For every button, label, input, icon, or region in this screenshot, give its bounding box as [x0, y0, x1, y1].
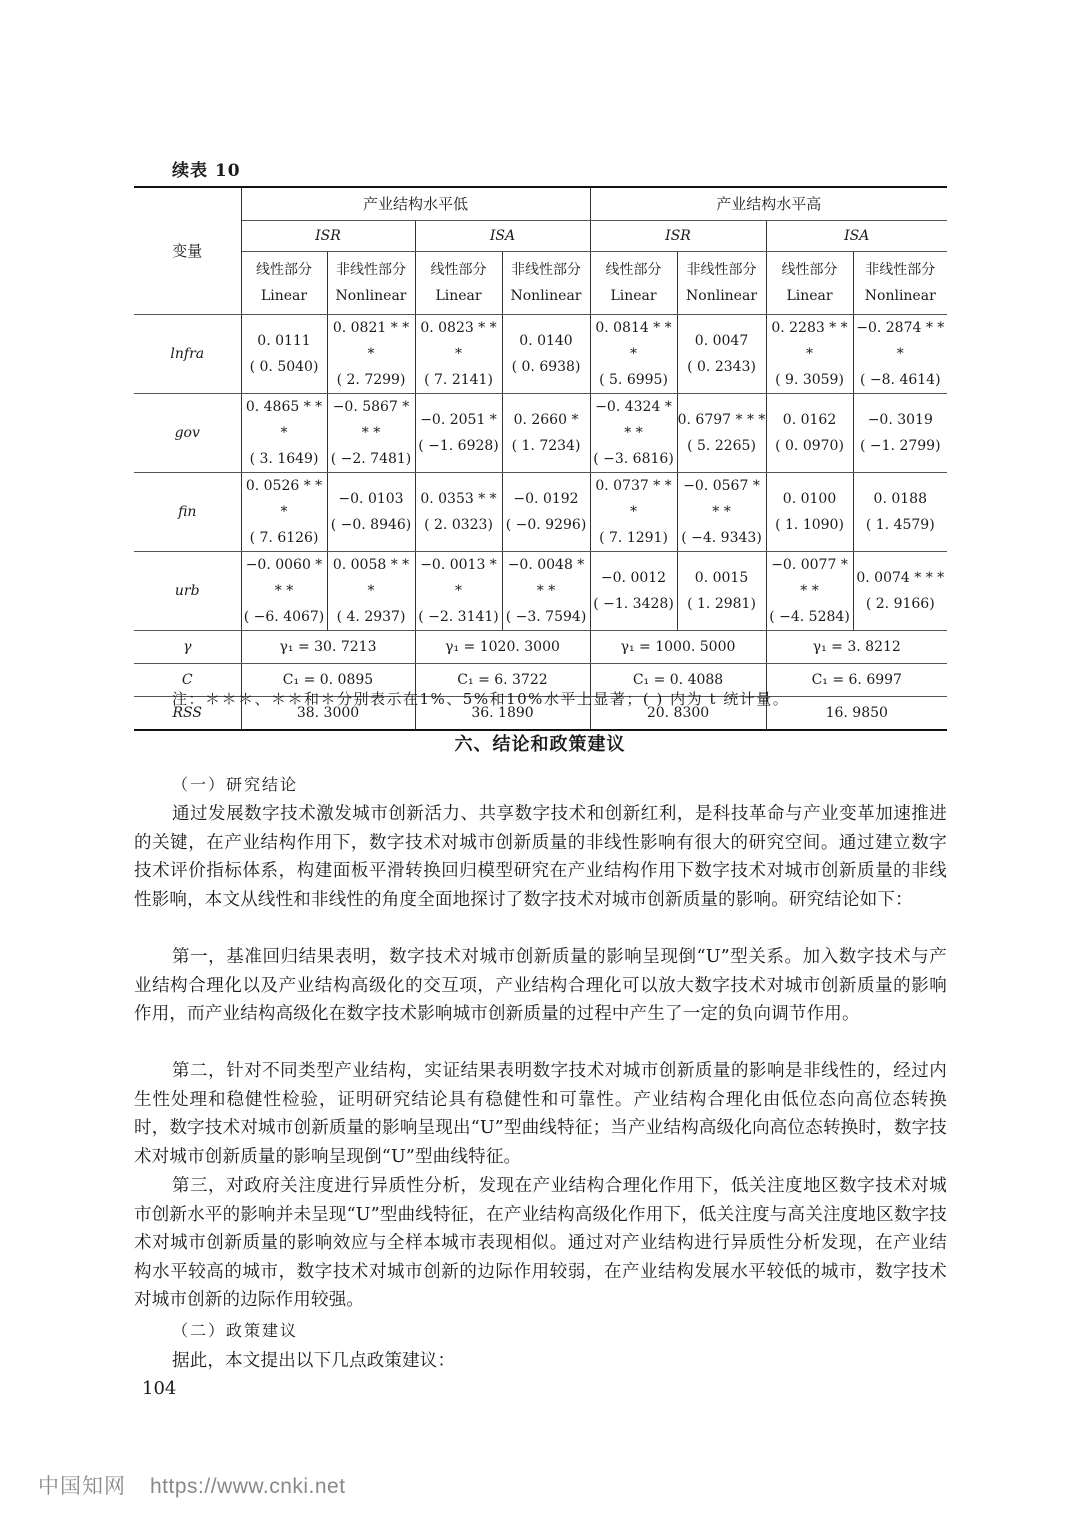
- t-statistic: ( 1. 7234): [511, 438, 581, 454]
- coefficient: 0. 0526 * * *: [245, 478, 323, 520]
- coefficient: −0. 0567 * * *: [683, 478, 760, 520]
- row-label: γ: [134, 631, 241, 664]
- table-cell: 16. 9850: [766, 697, 947, 731]
- table-cell: [766, 552, 853, 631]
- part-header-cn: 线性部分: [430, 262, 487, 278]
- table-cell: γ₁ = 1020. 3000: [415, 631, 590, 664]
- t-statistic: ( 1. 4579): [865, 517, 935, 533]
- table-cell: [590, 394, 677, 473]
- coefficient: 0. 0737 * * *: [595, 478, 672, 520]
- t-statistic: ( 7. 6126): [249, 530, 319, 546]
- table-cell: [241, 394, 327, 473]
- part-header-cn: 线性部分: [781, 262, 838, 278]
- coefficient: −0. 2874 * * *: [856, 320, 945, 362]
- table-cell: [241, 552, 327, 631]
- t-statistic: ( −2. 7481): [330, 451, 412, 467]
- table-row: [134, 552, 947, 631]
- t-statistic: ( 4. 2937): [336, 609, 406, 625]
- table-cell: [502, 552, 590, 631]
- coefficient: 0. 0814 * * *: [595, 320, 672, 362]
- t-statistic: ( −2. 3141): [418, 609, 499, 625]
- part-header-cn: 非线性部分: [686, 262, 757, 278]
- coefficient: −0. 0060 * * *: [245, 557, 323, 599]
- paragraph: 据此，本文提出以下几点政策建议：: [172, 1351, 456, 1371]
- variable-name: gov: [134, 394, 241, 473]
- coefficient: −0. 2051 *: [420, 412, 497, 428]
- part-header-en: Nonlinear: [686, 288, 758, 304]
- t-statistic: ( 0. 6938): [511, 359, 581, 375]
- watermark: [38, 1470, 346, 1500]
- t-statistic: ( 5. 6995): [599, 372, 668, 388]
- coefficient: −0. 0077 * * *: [771, 557, 848, 599]
- coefficient: 0. 2660 *: [513, 412, 579, 428]
- t-statistic: ( −0. 8946): [330, 517, 412, 533]
- t-statistic: ( −1. 3428): [593, 596, 674, 612]
- coefficient: 0. 0140: [519, 333, 573, 349]
- table-cell: [853, 473, 947, 552]
- table-cell: 20. 8300: [590, 697, 766, 731]
- table-cell: [677, 552, 766, 631]
- part-header: [415, 252, 502, 315]
- t-statistic: ( −6. 4067): [243, 609, 325, 625]
- coefficient: 0. 0047: [694, 333, 749, 349]
- t-statistic: ( −8. 4614): [860, 372, 941, 388]
- table-row: [134, 315, 947, 394]
- table-note: 注：＊＊＊、＊＊和＊分别表示在1%、5%和10%水平上显著；( ) 内为 t 统计量。: [172, 690, 790, 708]
- table-cell: [502, 473, 590, 552]
- coefficient: 0. 0015: [694, 570, 749, 586]
- part-header: [677, 252, 766, 315]
- table-cell: [415, 315, 502, 394]
- t-statistic: ( −0. 9296): [505, 517, 587, 533]
- group-header-low: 产业结构水平低: [241, 187, 590, 221]
- t-statistic: ( 5. 2265): [687, 438, 756, 454]
- table-cell: 36. 1890: [415, 697, 590, 731]
- variable-header: 变量: [134, 187, 241, 315]
- t-statistic: ( −4. 5284): [769, 609, 850, 625]
- coefficient: −0. 0012: [600, 570, 667, 586]
- subgroup-header: ISR: [590, 221, 766, 252]
- t-statistic: ( −3. 7594): [505, 609, 587, 625]
- table-cell: γ₁ = 30. 7213: [241, 631, 415, 664]
- section-title: 六、结论和政策建议: [454, 734, 626, 755]
- coefficient: −0. 0192: [513, 491, 579, 507]
- table-cell: [415, 473, 502, 552]
- coefficient: 0. 0111: [257, 333, 311, 349]
- table-cell: [853, 315, 947, 394]
- table-row: [134, 394, 947, 473]
- part-header: [502, 252, 590, 315]
- part-header-en: Linear: [435, 288, 482, 304]
- coefficient: −0. 4324 * * *: [595, 399, 672, 441]
- part-header: [853, 252, 947, 315]
- paragraph: 通过发展数字技术激发城市创新活力、共享数字技术和创新红利，是科技革命与产业变革加速推进的关键，在产业结构作用下，数字技术对城市创新质量的非线性影响有很大的研究空间。通过建立数字技术评价指标体系，构建面板平滑转换回归模型研究在产业结构作用下数字技术对城市创新质量的非线性影响，本文从线性和非线性的角度全面地探讨了数字技术对城市创新质量的影响。研究结论如下：: [134, 804, 947, 910]
- t-statistic: ( 1. 1090): [775, 517, 844, 533]
- table-cell: C₁ = 6. 6997: [766, 664, 947, 697]
- coefficient: 0. 0162: [782, 412, 837, 428]
- group-header-high: 产业结构水平高: [590, 187, 947, 221]
- table-cell: 38. 3000: [241, 697, 415, 731]
- table-cell: [415, 394, 502, 473]
- row-label: C: [134, 664, 241, 697]
- part-header-en: Nonlinear: [864, 288, 936, 304]
- variable-name: urb: [134, 552, 241, 631]
- t-statistic: ( 0. 2343): [687, 359, 756, 375]
- table-cell: C₁ = 0. 0895: [241, 664, 415, 697]
- t-statistic: ( 9. 3059): [775, 372, 844, 388]
- variable-name: fin: [134, 473, 241, 552]
- part-header-cn: 线性部分: [605, 262, 662, 278]
- table-cell: [677, 394, 766, 473]
- subsection-heading: （二）政策建议: [172, 1321, 299, 1340]
- table-cell: [853, 552, 947, 631]
- watermark-brand: 中国知网: [38, 1475, 126, 1498]
- table-cell: C₁ = 6. 3722: [415, 664, 590, 697]
- table-cell: [327, 315, 415, 394]
- coefficient: 0. 4865 * * *: [245, 399, 323, 441]
- table-cell: [677, 315, 766, 394]
- part-header-en: Linear: [260, 288, 308, 304]
- table-cell: [590, 552, 677, 631]
- table-cell: [766, 473, 853, 552]
- table-cell: [677, 473, 766, 552]
- part-header-en: Nonlinear: [335, 288, 407, 304]
- t-statistic: ( 3. 1649): [249, 451, 319, 467]
- table-caption: 续表 10: [172, 161, 241, 181]
- part-header: [766, 252, 853, 315]
- page-number: 104: [142, 1378, 177, 1399]
- table-cell: [415, 552, 502, 631]
- watermark-url: https://www.cnki.net: [150, 1475, 346, 1498]
- subgroup-header: ISA: [415, 221, 590, 252]
- coefficient: 0. 0100: [782, 491, 837, 507]
- table-cell: [766, 315, 853, 394]
- table-cell: [853, 394, 947, 473]
- part-header-cn: 非线性部分: [511, 262, 581, 278]
- paragraph: 第一，基准回归结果表明，数字技术对城市创新质量的影响呈现倒“U”型关系。加入数字技术与产业结构合理化以及产业结构高级化的交互项，产业结构合理化可以放大数字技术对城市创新质量的影响作用，而产业结构高级化在数字技术影响城市创新质量的过程中产生了一定的负向调节作用。: [134, 947, 947, 1025]
- table-row: [134, 473, 947, 552]
- part-header-cn: 非线性部分: [336, 262, 406, 278]
- coefficient: 0. 0823 * * *: [420, 320, 497, 362]
- t-statistic: ( 7. 2141): [424, 372, 493, 388]
- table-cell: [766, 394, 853, 473]
- table-row-gamma: [134, 631, 947, 664]
- subgroup-header: ISR: [241, 221, 415, 252]
- paragraph: 第三，对政府关注度进行异质性分析，发现在产业结构合理化作用下，低关注度地区数字技术对城市创新水平的影响并未呈现“U”型曲线特征，在产业结构高级化作用下，低关注度与高关注度地区数字技术对城市创新质量的影响效应与全样本城市表现相似。通过对产业结构进行异质性分析发现，在产业结构水平较高的城市，数字技术对城市创新的边际作用较弱，在产业结构发展水平较低的城市，数字技术对城市创新的边际作用较强。: [134, 1176, 947, 1311]
- coefficient: −0. 0103: [338, 491, 404, 507]
- coefficient: 0. 0353 * *: [420, 491, 497, 507]
- part-header-en: Linear: [610, 288, 657, 304]
- coefficient: 0. 2283 * * *: [771, 320, 848, 362]
- t-statistic: ( 7. 1291): [599, 530, 668, 546]
- table-cell: [590, 473, 677, 552]
- coefficient: 0. 6797 * * *: [677, 412, 766, 428]
- t-statistic: ( −1. 6928): [418, 438, 499, 454]
- coefficient: −0. 3019: [867, 412, 933, 428]
- table-cell: [502, 315, 590, 394]
- subgroup-header: ISA: [766, 221, 947, 252]
- row-label: RSS: [134, 697, 241, 731]
- part-header: [590, 252, 677, 315]
- coefficient: −0. 0013 * *: [420, 557, 497, 599]
- part-header-en: Linear: [786, 288, 833, 304]
- t-statistic: ( −4. 9343): [681, 530, 762, 546]
- t-statistic: ( 2. 9166): [865, 596, 935, 612]
- table-cell: [241, 473, 327, 552]
- table-cell: C₁ = 0. 4088: [590, 664, 766, 697]
- part-header-cn: 线性部分: [256, 262, 312, 278]
- regression-table: [134, 186, 947, 731]
- t-statistic: ( 1. 2981): [687, 596, 756, 612]
- part-header-cn: 非线性部分: [865, 262, 936, 278]
- subsection-heading: （一）研究结论: [172, 775, 299, 794]
- table-cell: [502, 394, 590, 473]
- part-header: [327, 252, 415, 315]
- table-cell: [327, 473, 415, 552]
- part-header-en: Nonlinear: [510, 288, 582, 304]
- coefficient: 0. 0074 * * *: [856, 570, 945, 586]
- coefficient: −0. 5867 * * *: [332, 399, 410, 441]
- part-header: [241, 252, 327, 315]
- table-cell: [327, 552, 415, 631]
- t-statistic: ( 0. 0970): [775, 438, 844, 454]
- paragraph: 第二，针对不同类型产业结构，实证结果表明数字技术对城市创新质量的影响是非线性的，经过内生性处理和稳健性检验，证明研究结论具有稳健性和可靠性。产业结构合理化由低位态向高位态转换时，数字技术对城市创新质量的影响呈现出“U”型曲线特征；当产业结构高级化向高位态转换时，数字技术对城市创新质量的影响呈现倒“U”型曲线特征。: [134, 1061, 947, 1167]
- coefficient: 0. 0821 * * *: [332, 320, 410, 362]
- coefficient: 0. 0188: [873, 491, 927, 507]
- coefficient: −0. 0048 * * *: [507, 557, 585, 599]
- t-statistic: ( 2. 0323): [424, 517, 493, 533]
- t-statistic: ( −3. 6816): [593, 451, 674, 467]
- table-cell: γ₁ = 1000. 5000: [590, 631, 766, 664]
- t-statistic: ( −1. 2799): [860, 438, 941, 454]
- table-cell: [241, 315, 327, 394]
- table-cell: [327, 394, 415, 473]
- t-statistic: ( 0. 5040): [249, 359, 319, 375]
- table-cell: γ₁ = 3. 8212: [766, 631, 947, 664]
- coefficient: 0. 0058 * * *: [332, 557, 410, 599]
- table-cell: [590, 315, 677, 394]
- t-statistic: ( 2. 7299): [336, 372, 406, 388]
- variable-name: lnfra: [134, 315, 241, 394]
